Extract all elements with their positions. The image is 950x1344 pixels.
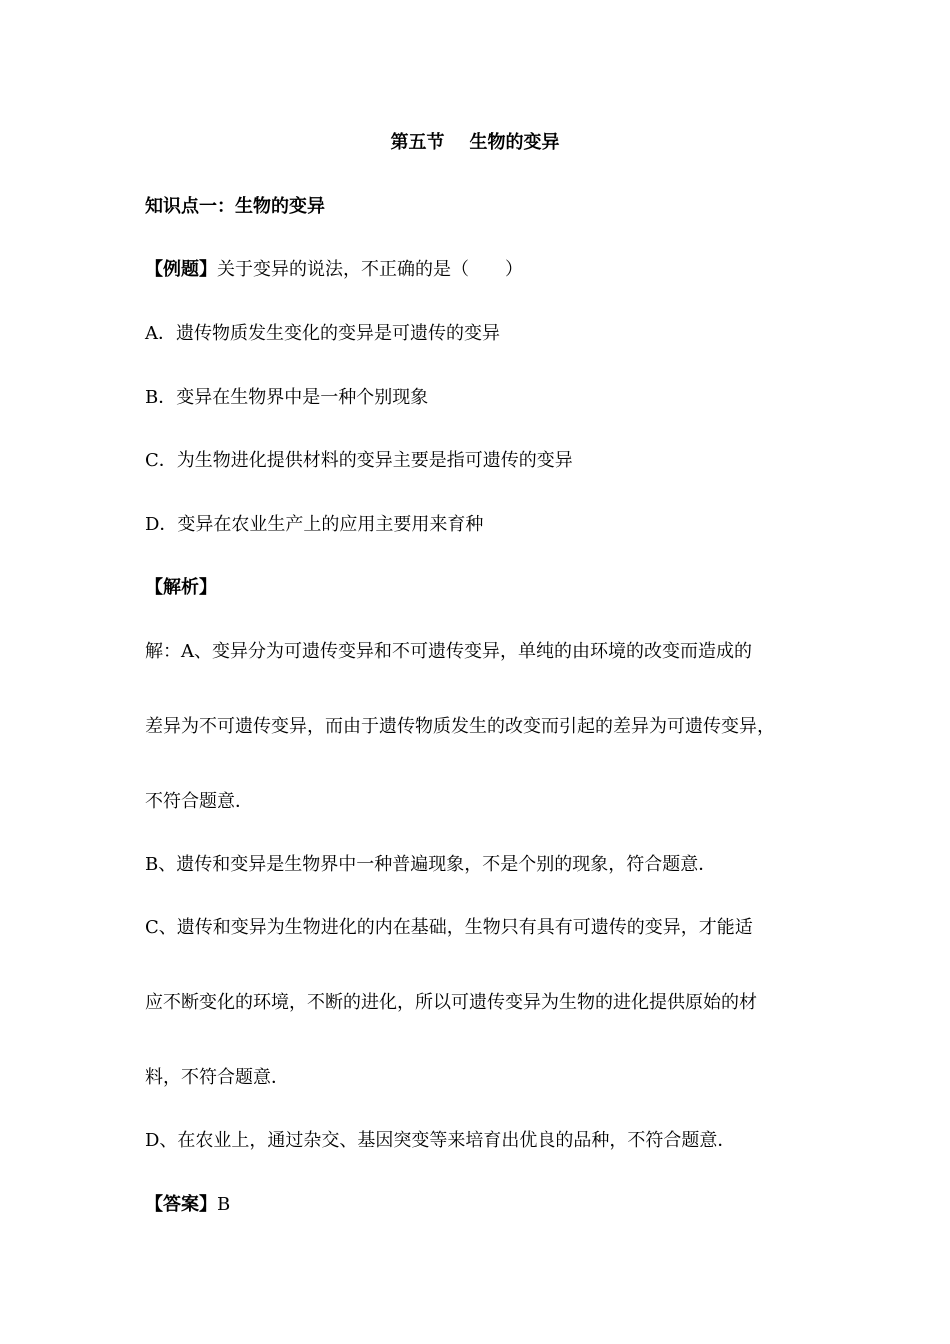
analysis-line: D、在农业上，通过杂交、基因突变等来培育出优良的品种，不符合题意． <box>145 1130 736 1151</box>
option-c: C．为生物进化提供材料的变异主要是指可遗传的变异 <box>145 450 573 471</box>
example-tag: 【例题】 <box>145 259 217 280</box>
option-a: A．遗传物质发生变化的变异是可遗传的变异 <box>145 323 500 344</box>
option-b: B．变异在生物界中是一种个别现象 <box>145 387 429 408</box>
analysis-line: 解：A、变异分为可遗传变异和不可遗传变异，单纯的由环境的改变而造成的 <box>145 641 752 662</box>
page-title: 第五节 生物的变异 <box>390 132 560 153</box>
example-question <box>145 258 523 282</box>
analysis-line: 应不断变化的环境，不断的进化，所以可遗传变异为生物的进化提供原始的材 <box>145 992 757 1013</box>
analysis-line: 差异为不可遗传变异，而由于遗传物质发生的改变而引起的差异为可遗传变异， <box>145 716 775 737</box>
example-question-text: 关于变异的说法，不正确的是（ ） <box>217 259 523 280</box>
answer <box>145 1193 230 1217</box>
analysis-line: B、遗传和变异是生物界中一种普遍现象，不是个别的现象，符合题意． <box>145 854 717 875</box>
section-heading: 知识点一：生物的变异 <box>145 196 325 217</box>
analysis-line: C、遗传和变异为生物进化的内在基础，生物只有具有可遗传的变异，才能适 <box>145 917 753 938</box>
answer-value: B <box>217 1194 231 1215</box>
answer-tag: 【答案】 <box>145 1194 217 1215</box>
analysis-tag: 【解析】 <box>145 577 217 598</box>
option-d: D．变异在农业生产上的应用主要用来育种 <box>145 514 484 535</box>
analysis-line: 料，不符合题意． <box>145 1067 289 1088</box>
analysis-line: 不符合题意． <box>145 791 253 812</box>
